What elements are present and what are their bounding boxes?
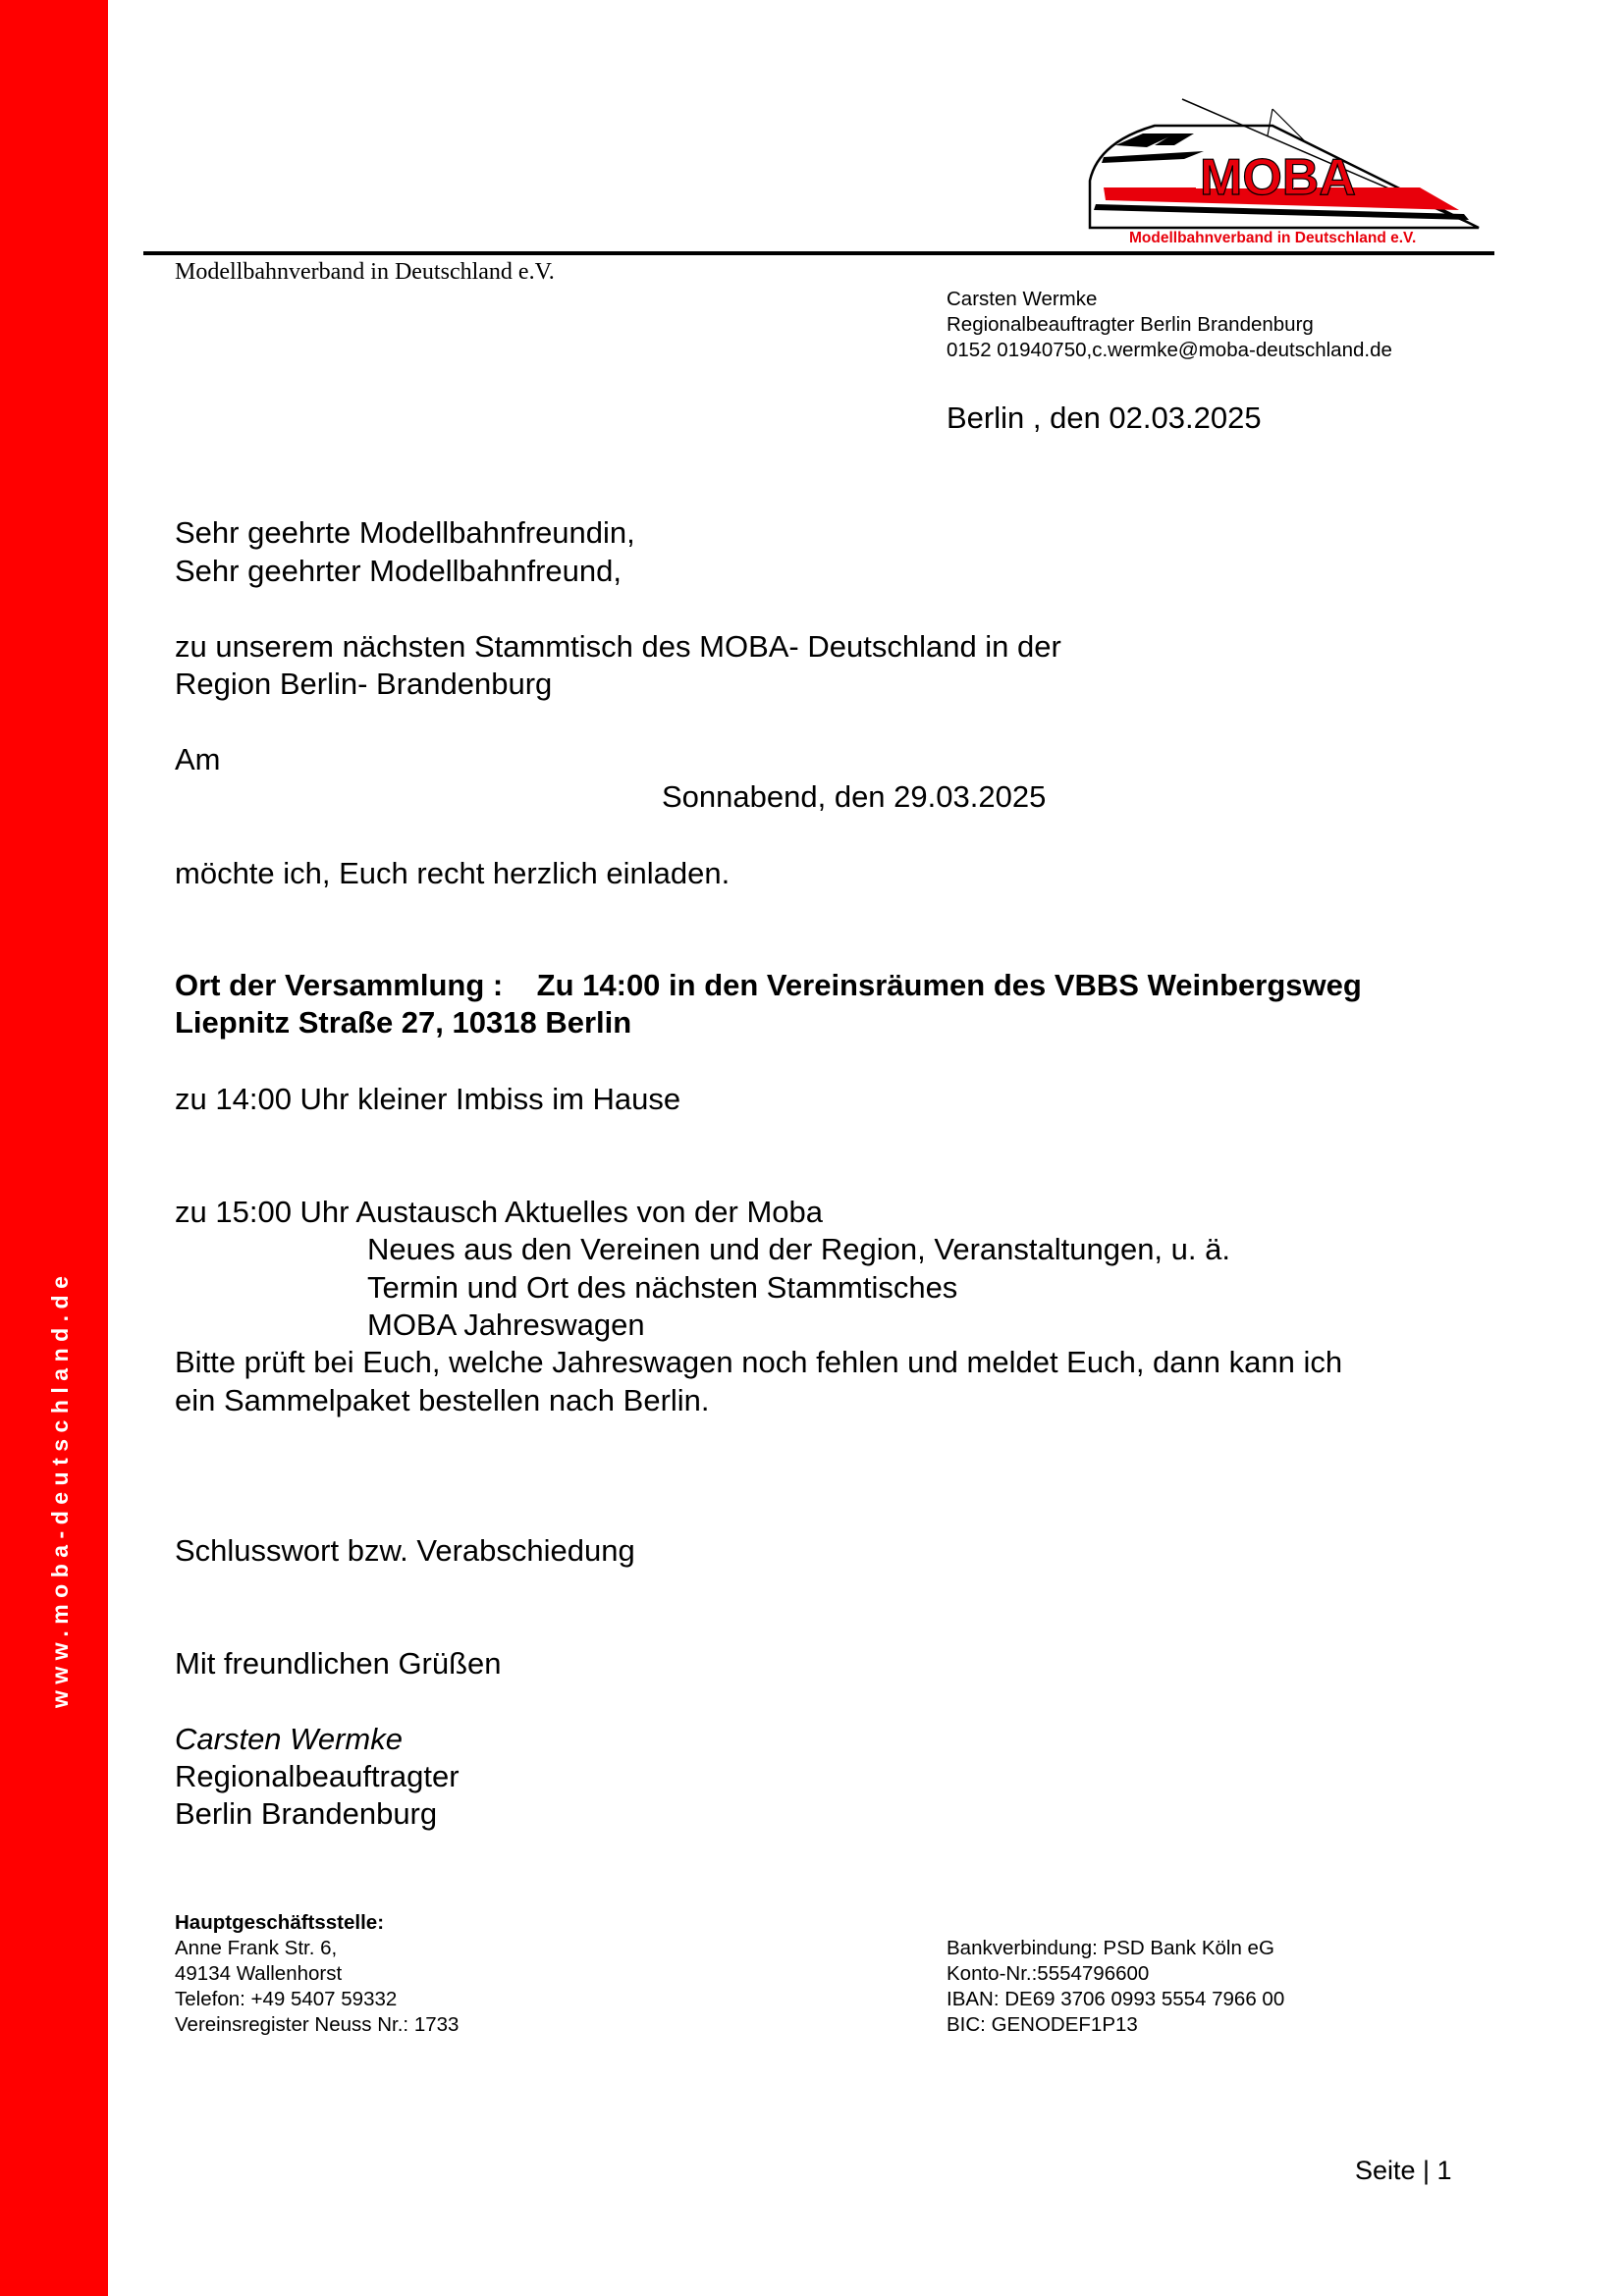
sender-contact: 0152 01940750,c.wermke@moba-deutschland.de bbox=[947, 339, 1392, 361]
closing-word: Schlusswort bzw. Verabschiedung bbox=[175, 1533, 635, 1568]
event-date: Sonnabend, den 29.03.2025 bbox=[662, 779, 1047, 814]
greeting: Mit freundlichen Grüßen bbox=[175, 1646, 502, 1681]
salutation-line-2: Sehr geehrter Modellbahnfreund, bbox=[175, 554, 622, 588]
am-label: Am bbox=[175, 742, 221, 776]
agenda-item: Neues aus den Vereinen und der Region, Veranstaltungen, u. ä. bbox=[367, 1232, 1230, 1266]
footer-bank-line: BIC: GENODEF1P13 bbox=[947, 2013, 1138, 2036]
agenda-item: MOBA Jahreswagen bbox=[367, 1308, 645, 1342]
footer-address-line: Anne Frank Str. 6, bbox=[175, 1937, 338, 1959]
note-line-2: ein Sammelpaket bestellen nach Berlin. bbox=[175, 1383, 710, 1417]
salutation-line-1: Sehr geehrte Modellbahnfreundin, bbox=[175, 515, 635, 550]
snack-line: zu 14:00 Uhr kleiner Imbiss im Hause bbox=[175, 1082, 681, 1116]
footer-address-line: Telefon: +49 5407 59332 bbox=[175, 1988, 398, 2010]
logo-wordmark: MOBA bbox=[1200, 149, 1356, 206]
footer-bank bbox=[947, 1936, 1284, 2038]
header-rule bbox=[143, 251, 1494, 255]
signature-name: Carsten Wermke bbox=[175, 1722, 403, 1756]
sidebar-url: www.moba-deutschland.de bbox=[47, 1269, 73, 1708]
org-name: Modellbahnverband in Deutschland e.V. bbox=[175, 259, 555, 285]
venue-line-1: Ort der Versammlung : Zu 14:00 in den Vereinsräumen des VBBS Weinbergsweg bbox=[175, 968, 1362, 1002]
sender-role: Regionalbeauftragter Berlin Brandenburg bbox=[947, 313, 1314, 336]
footer-address bbox=[175, 1910, 459, 2038]
page-number: Seite | 1 bbox=[1355, 2156, 1452, 2185]
moba-logo bbox=[1076, 94, 1489, 251]
footer-bank-line: IBAN: DE69 3706 0993 5554 7966 00 bbox=[947, 1988, 1285, 2010]
note-line-1: Bitte prüft bei Euch, welche Jahreswagen noch fehlen und meldet Euch, dann kann ich bbox=[175, 1345, 1343, 1379]
invite-line: möchte ich, Euch recht herzlich einladen. bbox=[175, 856, 731, 890]
venue-line-2: Liepnitz Straße 27, 10318 Berlin bbox=[175, 1005, 632, 1040]
footer-address-title: Hauptgeschäftsstelle: bbox=[175, 1911, 385, 1934]
intro-line-1: zu unserem nächsten Stammtisch des MOBA- Deutschland in der bbox=[175, 629, 1061, 664]
agenda-head: zu 15:00 Uhr Austausch Aktuelles von der Moba bbox=[175, 1195, 824, 1229]
footer-address-line: Vereinsregister Neuss Nr.: 1733 bbox=[175, 2013, 460, 2036]
intro-line-2: Region Berlin- Brandenburg bbox=[175, 667, 553, 701]
sidebar bbox=[0, 0, 108, 2296]
footer-bank-line: Konto-Nr.:5554796600 bbox=[947, 1962, 1150, 1985]
letter-date: Berlin , den 02.03.2025 bbox=[947, 400, 1262, 435]
agenda-item: Termin und Ort des nächsten Stammtisches bbox=[367, 1270, 958, 1305]
signature-role-1: Regionalbeauftragter bbox=[175, 1759, 460, 1793]
footer-bank-line: Bankverbindung: PSD Bank Köln eG bbox=[947, 1937, 1274, 1959]
signature-role-2: Berlin Brandenburg bbox=[175, 1796, 438, 1831]
sender-name: Carsten Wermke bbox=[947, 288, 1098, 310]
logo-caption: Modellbahnverband in Deutschland e.V. bbox=[1129, 230, 1417, 246]
sender-block bbox=[947, 287, 1392, 363]
footer-address-line: 49134 Wallenhorst bbox=[175, 1962, 343, 1985]
